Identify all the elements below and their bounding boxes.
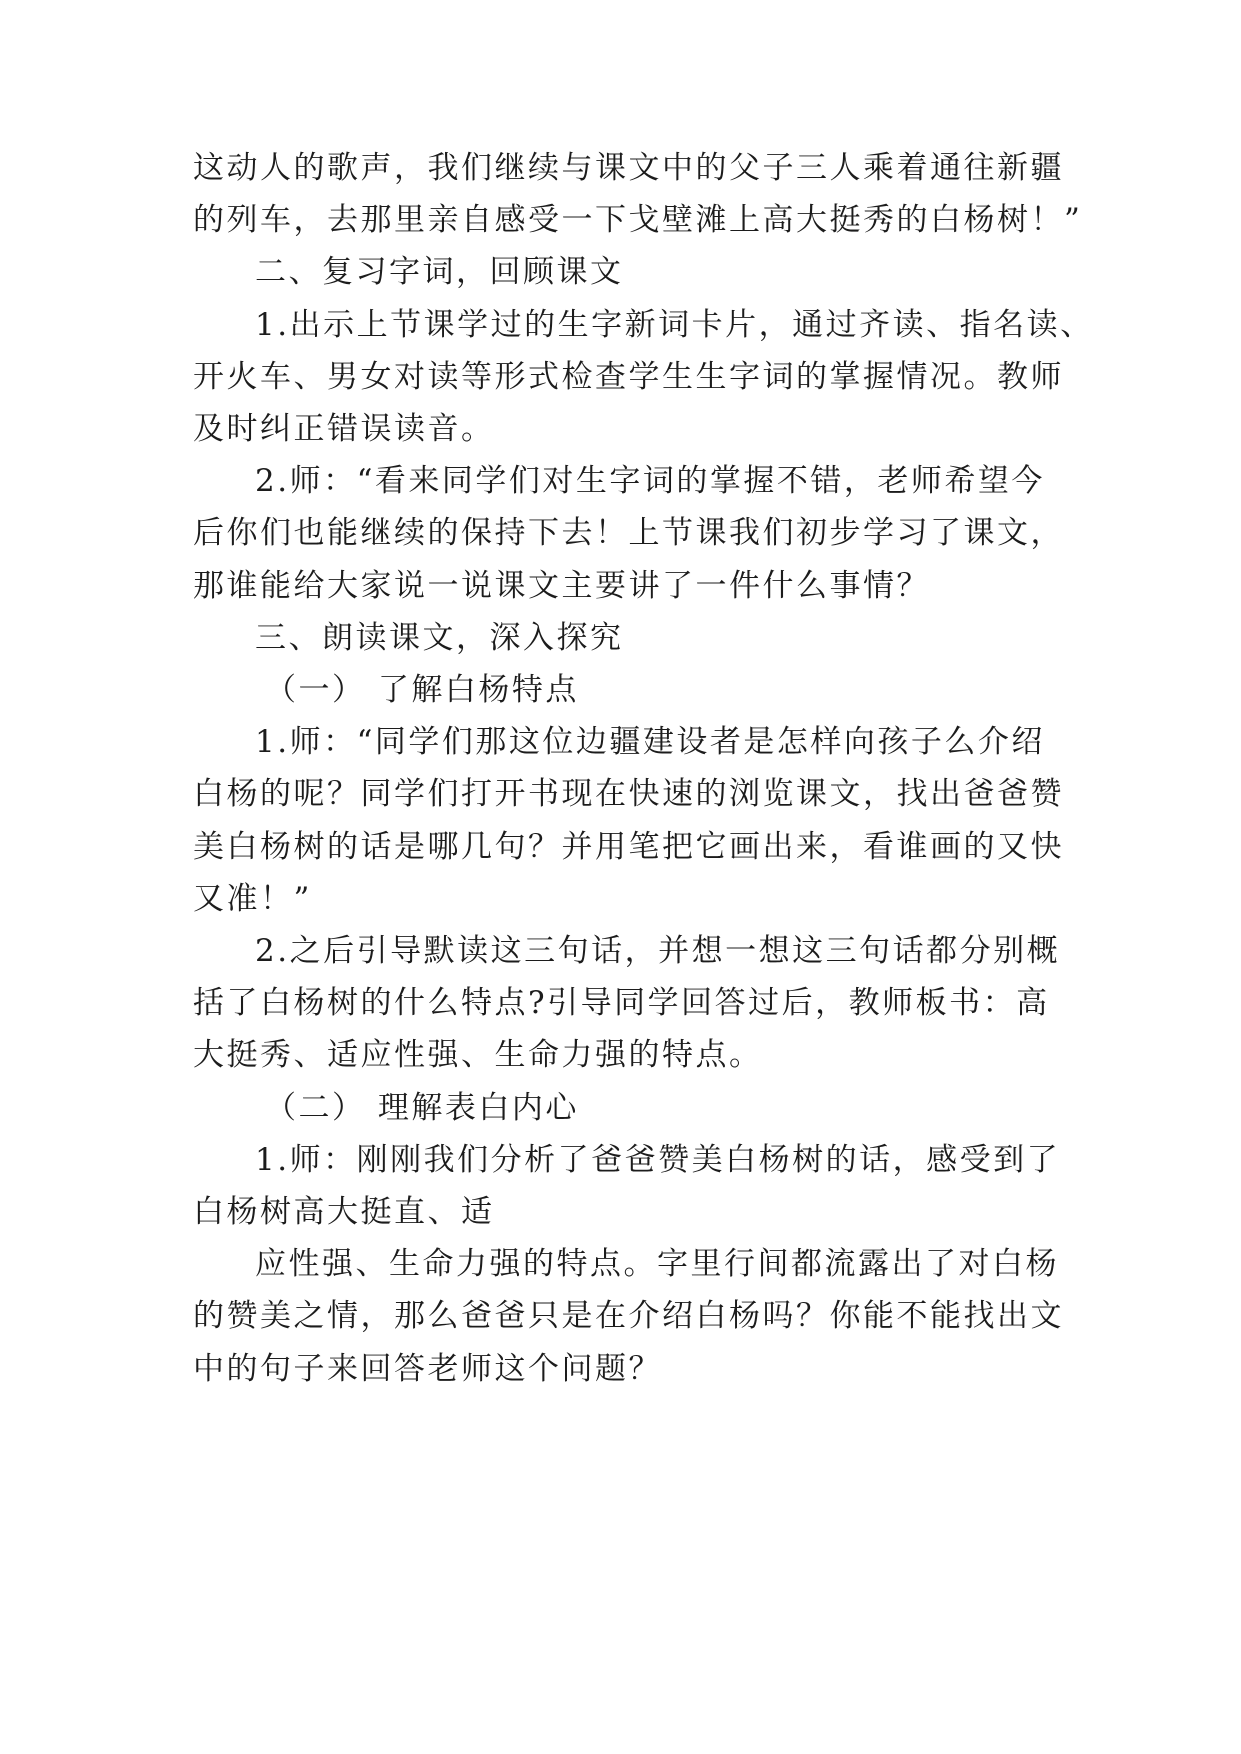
- paragraph-line: 括了白杨树的什么特点?引导同学回答过后，教师板书：高: [193, 985, 1050, 1021]
- paragraph-line: 开火车、男女对读等形式检查学生生字词的掌握情况。教师: [193, 359, 1064, 395]
- paragraph-line: 2.师：“看来同学们对生字词的掌握不错，老师希望今: [255, 463, 1045, 499]
- paragraph-line: 这动人的歌声，我们继续与课文中的父子三人乘着通往新疆: [193, 150, 1064, 186]
- paragraph-line: 美白杨树的话是哪几句？并用笔把它画出来，看谁画的又快: [193, 829, 1064, 865]
- subsection-heading: （二） 理解表白内心: [265, 1090, 579, 1126]
- paragraph-line: 1.师：刚刚我们分析了爸爸赞美白杨树的话，感受到了: [255, 1142, 1061, 1178]
- paragraph-line: 的赞美之情，那么爸爸只是在介绍白杨吗？你能不能找出文: [193, 1298, 1064, 1334]
- paragraph-line: 的列车，去那里亲自感受一下戈壁滩上高大挺秀的白杨树！”: [193, 202, 1083, 238]
- paragraph-line: 中的句子来回答老师这个问题？: [193, 1351, 662, 1387]
- paragraph-line: 应性强、生命力强的特点。字里行间都流露出了对白杨: [255, 1246, 1059, 1282]
- paragraph-line: 1.出示上节课学过的生字新词卡片，通过齐读、指名读、: [255, 307, 1094, 343]
- section-heading: 三、朗读课文，深入探究: [255, 620, 624, 656]
- paragraph-line: 及时纠正错误读音。: [193, 411, 495, 447]
- paragraph-line: 2.之后引导默读这三句话，并想一想这三句话都分别概: [255, 933, 1061, 969]
- paragraph-line: 1.师：“同学们那这位边疆建设者是怎样向孩子么介绍: [255, 724, 1045, 760]
- paragraph-line: 大挺秀、适应性强、生命力强的特点。: [193, 1037, 763, 1073]
- paragraph-line: 白杨树高大挺直、适: [193, 1194, 495, 1230]
- subsection-heading: （一） 了解白杨特点: [265, 672, 579, 708]
- paragraph-line: 白杨的呢？同学们打开书现在快速的浏览课文，找出爸爸赞: [193, 776, 1064, 812]
- paragraph-line: 那谁能给大家说一说课文主要讲了一件什么事情？: [193, 568, 930, 604]
- section-heading: 二、复习字词，回顾课文: [255, 254, 624, 290]
- paragraph-line: 后你们也能继续的保持下去！上节课我们初步学习了课文，: [193, 515, 1064, 551]
- paragraph-line: 又准！”: [193, 881, 312, 917]
